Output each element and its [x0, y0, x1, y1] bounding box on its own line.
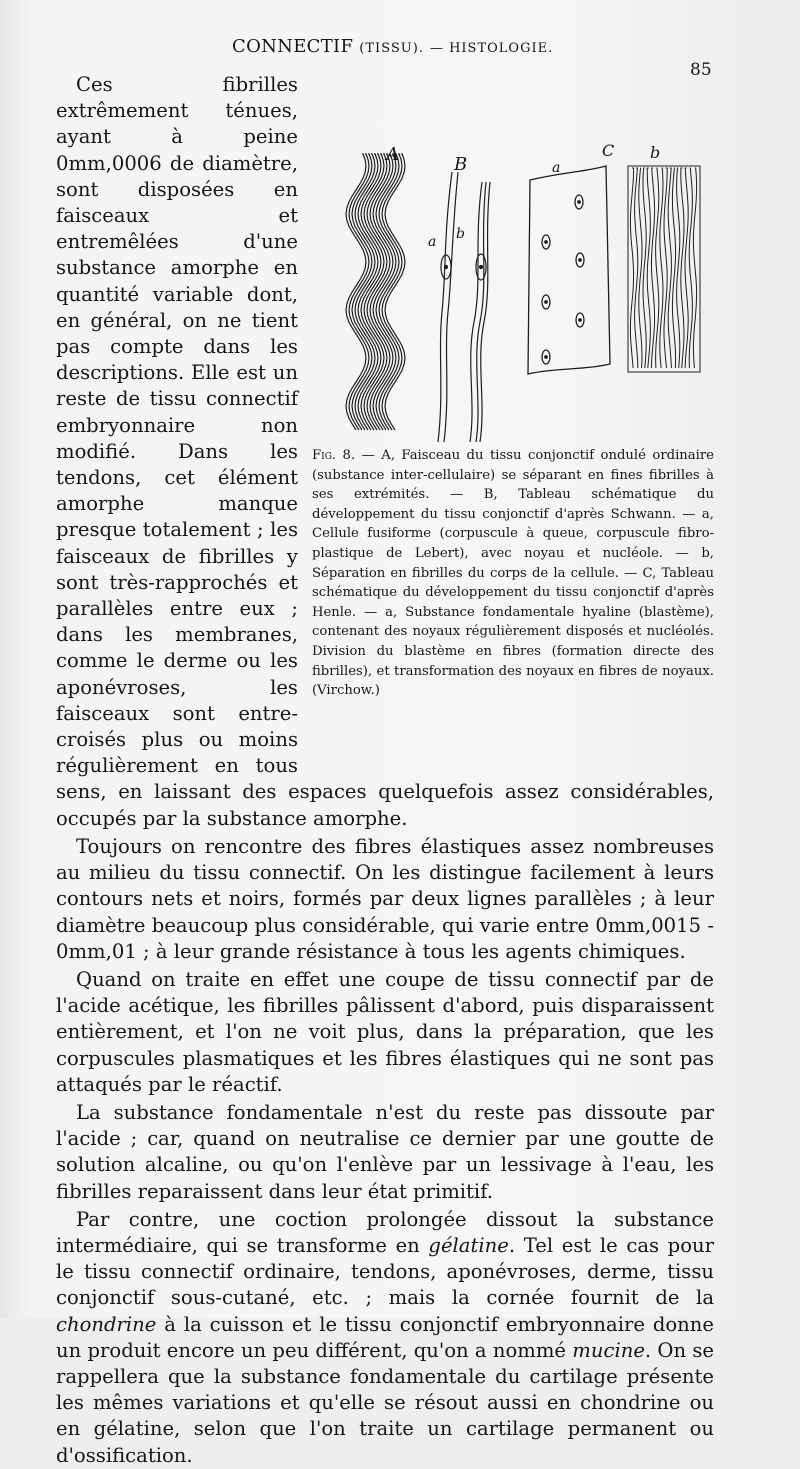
fusiform-cells-b: [438, 172, 490, 442]
term-gelatine: gélatine: [428, 1233, 509, 1257]
figure-caption-label: Fig. 8.: [312, 448, 356, 463]
paragraph-5-part-2: . Tel est le cas pour le tissu connectif ordinaire, tendons, aponévroses, derme, tissu conjonctif sous-cutané, etc. ; mais la cornée fournit de la: [56, 1233, 714, 1310]
paragraph-5: [56, 1207, 714, 1469]
straight-fiber: [677, 168, 680, 368]
figure-label-C: C: [602, 142, 615, 160]
straight-fiber: [647, 168, 650, 368]
straight-fiber: [681, 168, 684, 368]
figure-label-C-a: a: [552, 160, 561, 176]
figure-label-B: B: [454, 154, 468, 175]
paragraph-5-part-1: Par contre, une coction prolongée dissout la substance intermédiaire, qui se transforme en: [56, 1207, 714, 1257]
figure-label-B-a: a: [428, 234, 437, 250]
straight-fiber: [664, 168, 667, 368]
straight-fiber: [668, 168, 671, 368]
paragraph-4: La substance fondamentale n'est du reste pas dissoute par l'acide ; car, quand on neutralise ce dernier par une goutte de solution alcaline, ou qu'on l'enlève par un lessivage à l'eau, les fibrilles reparaissent dans leur état primitif.: [56, 1100, 714, 1203]
running-head-paren: (TISSU).: [359, 41, 424, 56]
figure-8: [334, 142, 714, 442]
connective-tissue-illustration: [334, 142, 714, 442]
figure-label-A: A: [386, 144, 399, 165]
straight-fiber: [639, 168, 642, 368]
straight-fiber: [651, 168, 654, 368]
wavy-fiber-bundle-a: [346, 154, 405, 430]
figure-caption-text: — A, Faisceau du tissu conjonctif ondulé ordinaire (substance inter-cellulaire) se séparant en fines fibrilles à ses extrémités. — B, Tableau schématique du développement du tissu conjonctif d'après Schwann. — a, Cellule fusiforme (corpuscule à queue, corpuscule fibro-plastique de Lebert), avec noyau et nucléole. — b, Séparation en fibrilles du corps de la cellule. — C, Tableau schématique du développement du tissu conjonctif d'après Henle. — a, Substance fondamentale hyaline (blastème), contenant des noyaux régulièrement disposés et nucléolés. Division du blastème en fibres (formation directe des fibrilles), et transformation des noyaux en fibres de noyaux. (Virchow.): [312, 448, 714, 699]
running-head-section: — HISTOLOGIE.: [429, 41, 554, 56]
term-mucine: mucine: [572, 1338, 645, 1362]
blastema-sheet-c-a: [528, 166, 610, 374]
paragraph-3: Quand on traite en effet une coupe de tissu connectif par de l'acide acétique, les fibrilles pâlissent d'abord, puis disparaissent entièrement, et l'on ne voit plus, dans la préparation, que les corpuscules plasmatiques et les fibres élastiques qui ne sont pas attaqués par le réactif.: [56, 967, 714, 1096]
figure-caption: [312, 446, 714, 701]
figure-label-C-b: b: [650, 143, 661, 162]
paragraph-5-part-3: à la cuisson et le tissu conjonctif embryonnaire donne un produit encore un peu différent, qu'on a nommé: [56, 1312, 714, 1362]
straight-fiber: [643, 168, 646, 368]
page-number: 85: [690, 60, 712, 80]
straight-fiber: [656, 168, 659, 368]
term-chondrine: chondrine: [56, 1312, 157, 1336]
straight-fiber: [685, 168, 688, 368]
figure-block: [312, 142, 714, 762]
straight-fiber: [672, 168, 675, 368]
body-text: [56, 72, 714, 1469]
paragraph-1: Ces fibrilles extrêmement ténues, ayant à peine 0mm,0006 de diamètre, sont disposées en faisceaux et entremêlées d'une substance amorphe en quantité variable dont, en général, on ne tient pas compte dans les descriptions. Elle est un reste de tissu connectif embryonnaire non modifié. Dans les tendons, cet élément amorphe manque presque totalement ; les faisceaux de fibrilles y sont très-rapprochés et parallèles entre eux ; dans les membranes, comme le derme ou les aponévroses, les faisceaux sont entre-croisés plus ou moins régulièrement en tous sens, en laissant des espaces quelquefois assez considérables, occupés par la substance amorphe.: [56, 73, 714, 830]
straight-fiber: [693, 168, 696, 368]
straight-fiber: [660, 168, 663, 368]
straight-fiber: [630, 168, 633, 368]
paragraph-5-part-4: . On se rappellera que la substance fondamentale du cartilage présente les mêmes variations et qu'elle se résout aussi en chondrine ou en gélatine, selon que l'on traite un cartilage permanent ou d'ossification.: [56, 1338, 714, 1467]
paragraph-2: Toujours on rencontre des fibres élastiques assez nombreuses au milieu du tissu connectif. On les distingue facilement à leurs contours nets et noirs, formés par deux lignes parallèles ; à leur diamètre beaucoup plus considérable, qui varie entre 0mm,0015 - 0mm,01 ; à leur grande résistance à tous les agents chimiques.: [56, 834, 714, 963]
running-head: [232, 36, 553, 57]
running-head-title: CONNECTIF: [232, 36, 354, 57]
straight-fiber: [689, 168, 692, 368]
straight-fiber: [635, 168, 638, 368]
fiber-block-c-b: [628, 166, 700, 372]
figure-label-B-b: b: [456, 226, 465, 242]
